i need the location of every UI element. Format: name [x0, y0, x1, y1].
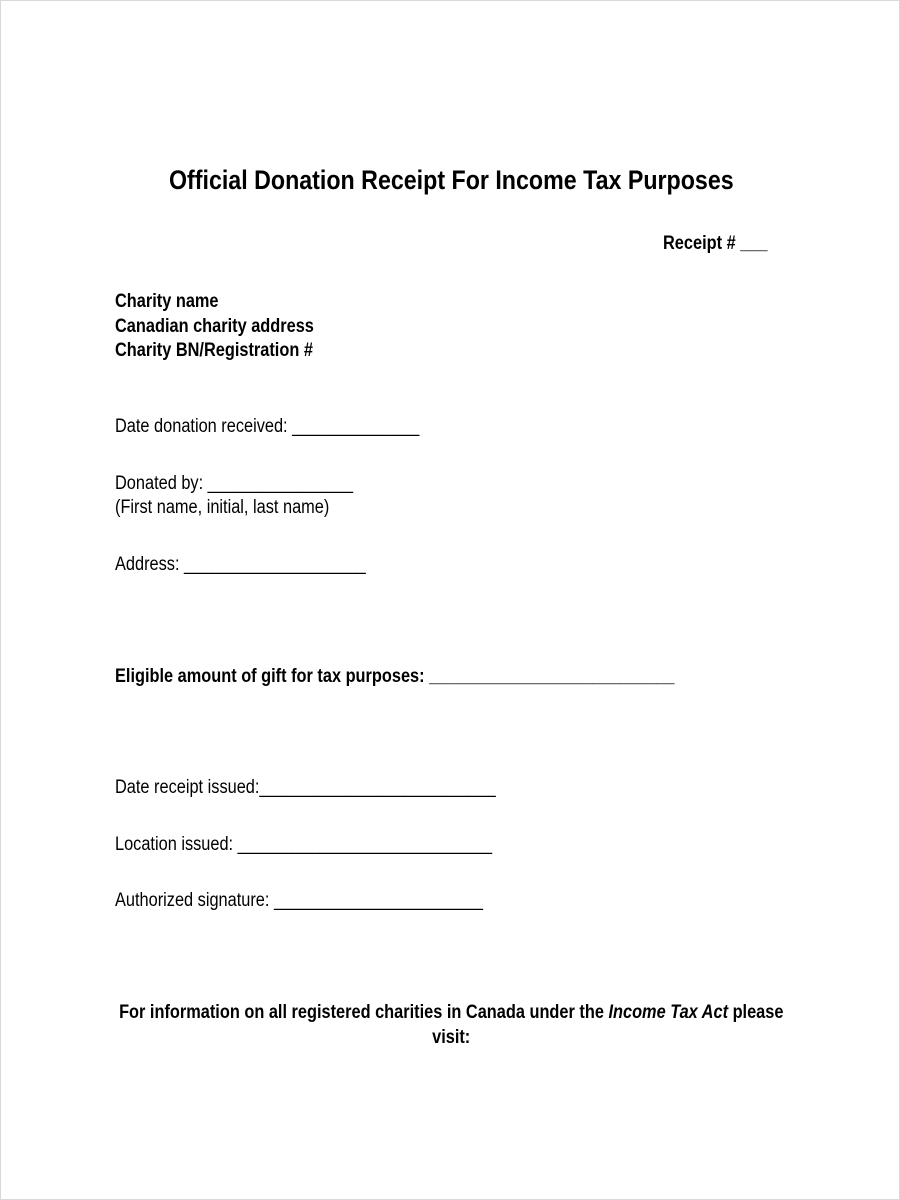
footer-act-name: Income Tax Act	[608, 1002, 728, 1023]
eligible-amount-field	[115, 665, 766, 689]
location-issued-label: Location issued: ____________________________	[115, 834, 493, 855]
eligible-amount-label: Eligible amount of gift for tax purposes: ___________________________	[115, 666, 675, 687]
address-label: Address: ____________________	[115, 554, 366, 575]
footer-text-before: For information on all registered charities in Canada under the	[118, 1002, 604, 1023]
charity-block	[115, 290, 346, 364]
location-issued-field	[115, 833, 553, 857]
document-title-text: Official Donation Receipt For Income Tax Purposes	[168, 165, 734, 195]
document-title	[1, 165, 900, 196]
receipt-number-text: Receipt # ___	[662, 233, 767, 254]
footer-text-after: please	[732, 1002, 784, 1023]
charity-address: Canadian charity address	[115, 315, 314, 337]
footer-note	[1, 1000, 900, 1050]
receipt-number	[646, 233, 767, 255]
donated-by-label: Donated by: ________________	[115, 473, 354, 494]
date-issued-field	[115, 776, 558, 800]
date-received-field	[115, 415, 469, 439]
footer-line-2: visit:	[431, 1027, 471, 1048]
footer-line-1	[119, 1000, 783, 1025]
charity-name: Charity name	[115, 291, 219, 312]
address-field	[115, 553, 407, 577]
donated-by-field	[115, 472, 392, 520]
date-received-label: Date donation received: ______________	[115, 416, 420, 437]
charity-registration: Charity BN/Registration #	[115, 340, 313, 361]
signature-field	[115, 889, 543, 913]
signature-label: Authorized signature: _______________________	[115, 890, 483, 911]
donated-by-hint: (First name, initial, last name)	[115, 497, 330, 518]
date-issued-label: Date receipt issued:__________________________	[115, 777, 496, 798]
